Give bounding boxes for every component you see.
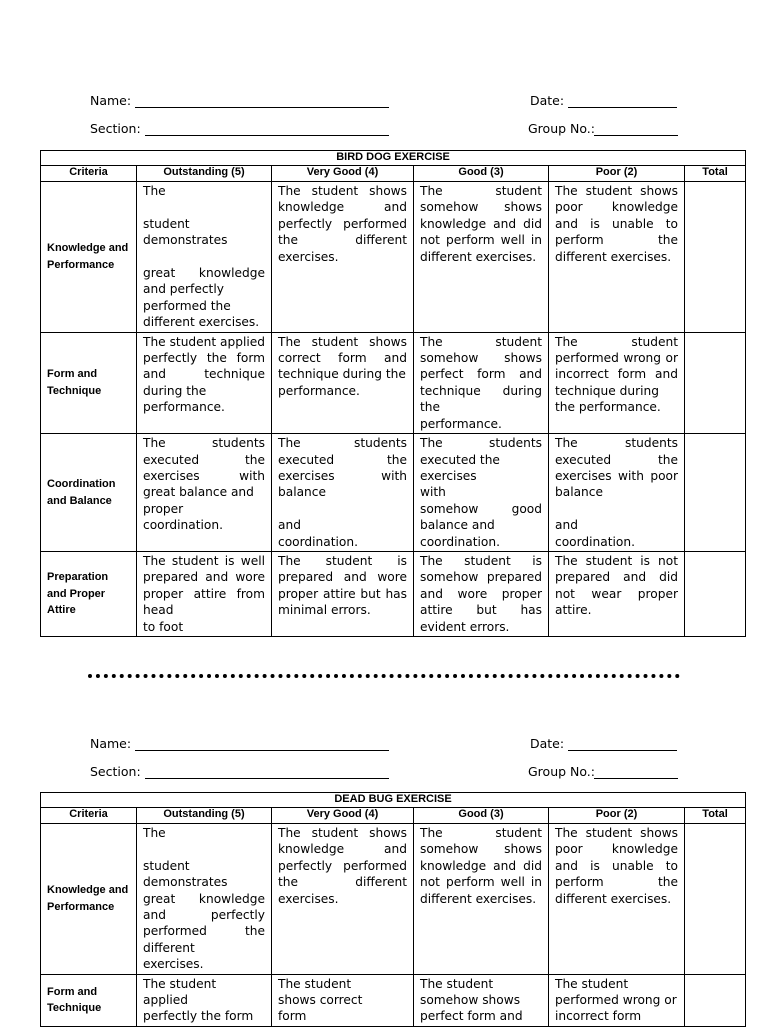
total-cell[interactable] [685,551,746,636]
good-cell: The student somehow shows perfect form and technique during the performance. [414,332,549,433]
table-row [41,434,746,552]
column-header-total: Total [685,808,746,824]
criteria-cell: Knowledge and Performance [41,182,137,333]
dotted-cut-line [88,674,680,678]
column-header-outstanding: Outstanding (5) [137,166,272,182]
bird-dog-rubric-table [40,150,746,637]
poor-cell: The students executed the exercises with poor balance and coordination. [549,434,685,552]
table-row [41,182,746,333]
outstanding-cell: The students executed the exercises with great balance and proper coordination. [137,434,272,552]
good-cell: The student somehow shows perfect form and [414,974,549,1026]
name-field-line[interactable] [135,750,389,751]
table-row [41,551,746,636]
very-good-cell: The student shows knowledge and perfectly performed the different exercises. [272,824,414,975]
name-label: Name: [90,93,132,108]
criteria-cell: Form and Technique [41,332,137,433]
good-cell: The student somehow shows knowledge and did not perform well in different exercises. [414,824,549,975]
poor-cell: The student shows poor knowledge and is unable to perform the different exercises. [549,824,685,975]
total-cell[interactable] [685,332,746,433]
table-row [41,824,746,975]
name-label: Name: [90,736,132,751]
date-label: Date: [530,93,565,108]
dead-bug-rubric-table [40,792,746,1027]
column-header-good: Good (3) [414,808,549,824]
column-header-very-good: Very Good (4) [272,166,414,182]
date-field-line[interactable] [568,107,677,108]
name-field-line[interactable] [135,107,389,108]
section-label: Section: [90,764,141,779]
section-label: Section: [90,121,141,136]
total-cell[interactable] [685,182,746,333]
column-header-criteria: Criteria [41,166,137,182]
group-no-label: Group No.: [528,121,595,136]
total-cell[interactable] [685,434,746,552]
very-good-cell: The student shows knowledge and perfectly performed the different exercises. [272,182,414,333]
table-title: DEAD BUG EXERCISE [41,793,746,808]
table-row [41,332,746,433]
very-good-cell: The student shows correct form and technique during the performance. [272,332,414,433]
column-header-good: Good (3) [414,166,549,182]
good-cell: The student is somehow prepared and wore proper attire but has evident errors. [414,551,549,636]
good-cell: The students executed the exercises with somehow good balance and coordination. [414,434,549,552]
outstanding-cell: The student applied perfectly the form and technique during the performance. [137,332,272,433]
group-no-field-line[interactable] [594,778,678,779]
table-title: BIRD DOG EXERCISE [41,151,746,166]
total-cell[interactable] [685,974,746,1026]
column-header-poor: Poor (2) [549,808,685,824]
column-header-criteria: Criteria [41,808,137,824]
good-cell: The student somehow shows knowledge and did not perform well in different exercises. [414,182,549,333]
very-good-cell: The student is prepared and wore proper attire but has minimal errors. [272,551,414,636]
poor-cell: The student performed wrong or incorrect form [549,974,685,1026]
date-label: Date: [530,736,565,751]
section-field-line[interactable] [145,135,389,136]
criteria-cell: Preparation and Proper Attire [41,551,137,636]
column-header-outstanding: Outstanding (5) [137,808,272,824]
group-no-label: Group No.: [528,764,595,779]
outstanding-cell: The student is well prepared and wore proper attire from head to foot [137,551,272,636]
total-cell[interactable] [685,824,746,975]
date-field-line[interactable] [568,750,677,751]
outstanding-cell: The student applied perfectly the form [137,974,272,1026]
outstanding-cell: The student demonstrates great knowledge and perfectly performed the different exercises. [137,824,272,975]
column-header-poor: Poor (2) [549,166,685,182]
group-no-field-line[interactable] [594,135,678,136]
outstanding-cell: The student demonstrates great knowledge and perfectly performed the different exercises. [137,182,272,333]
criteria-cell: Knowledge and Performance [41,824,137,975]
very-good-cell: The students executed the exercises with balance and coordination. [272,434,414,552]
very-good-cell: The student shows correct form [272,974,414,1026]
table-row [41,974,746,1026]
criteria-cell: Form and Technique [41,974,137,1026]
poor-cell: The student performed wrong or incorrect form and technique during the performance. [549,332,685,433]
poor-cell: The student is not prepared and did not wear proper attire. [549,551,685,636]
section-field-line[interactable] [145,778,389,779]
poor-cell: The student shows poor knowledge and is unable to perform the different exercises. [549,182,685,333]
column-header-total: Total [685,166,746,182]
criteria-cell: Coordination and Balance [41,434,137,552]
column-header-very-good: Very Good (4) [272,808,414,824]
